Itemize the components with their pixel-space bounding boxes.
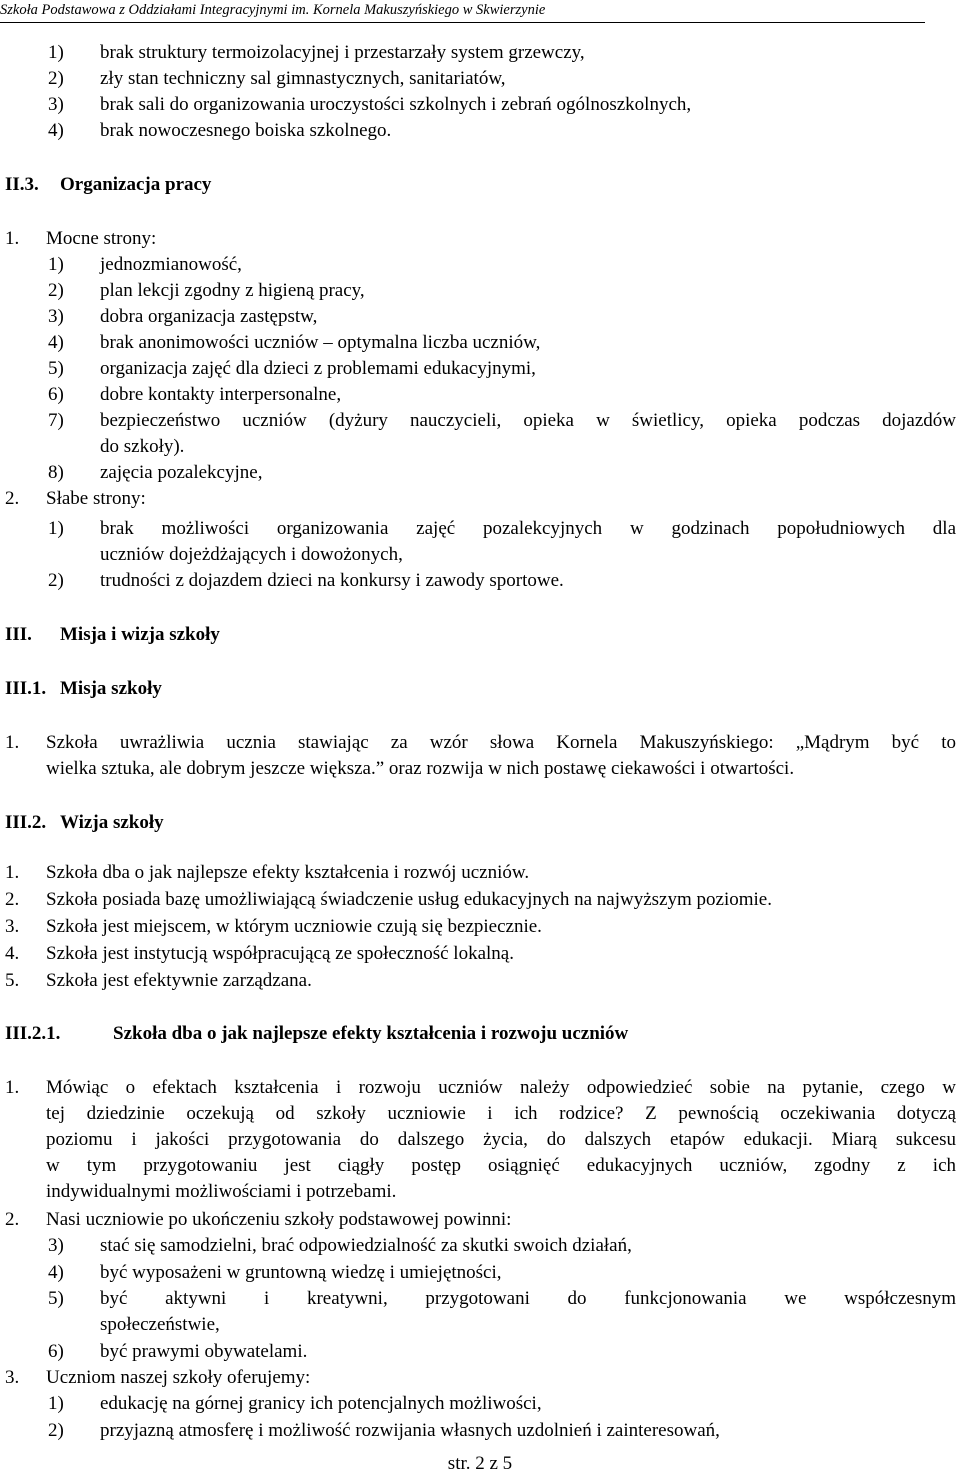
text-line — [0, 941, 960, 967]
text-line — [0, 1075, 960, 1101]
line-text: zajęcia pozalekcyjne, — [100, 462, 263, 483]
text-line — [0, 330, 960, 356]
list-marker: 7) — [48, 410, 64, 431]
text-line — [0, 252, 960, 278]
list-marker: 1. — [5, 1077, 20, 1098]
line-text: Misja szkoły — [60, 678, 162, 699]
line-text: brak możliwości organizowania zajęć pozalekcyjnych w godzinach popołudniowych dla — [100, 518, 956, 539]
list-marker: II.3. — [5, 174, 39, 195]
text-line — [0, 1233, 960, 1259]
page-number: str. 2 z 5 — [447, 1453, 513, 1474]
text-line — [0, 66, 960, 92]
text-line — [0, 460, 960, 486]
list-marker: III.1. — [5, 678, 47, 699]
list-marker: 3) — [48, 94, 64, 115]
line-text: brak nowoczesnego boiska szkolnego. — [100, 120, 392, 141]
text-line — [0, 356, 960, 382]
line-text: Misja i wizja szkoły — [60, 624, 220, 645]
text-line — [0, 1286, 960, 1312]
list-marker: 4. — [5, 943, 20, 964]
line-text: Szkoła dba o jak najlepsze efekty kształcenia i rozwoju uczniów — [113, 1023, 629, 1044]
text-line — [0, 1101, 960, 1127]
list-marker: 3. — [5, 916, 20, 937]
line-text: bezpieczeństwo uczniów (dyżury nauczycieli, opieka w świetlicy, opieka podczas dojazdów — [100, 410, 956, 431]
text-line — [0, 1260, 960, 1286]
text-line — [0, 1365, 960, 1391]
section-heading — [0, 172, 960, 198]
list-marker: 3. — [5, 1367, 20, 1388]
list-marker: 2. — [5, 488, 20, 509]
list-marker: 2) — [48, 280, 64, 301]
text-line — [0, 1339, 960, 1365]
list-marker: 4) — [48, 1262, 64, 1283]
line-text: Szkoła jest instytucją współpracującą ze społeczność lokalną. — [46, 943, 514, 964]
line-text: brak sali do organizowania uroczystości szkolnych i zebrań ogólnoszkolnych, — [100, 94, 692, 115]
line-text: Mocne strony: — [46, 228, 157, 249]
line-text: Szkoła posiada bazę umożliwiającą świadczenie usług edukacyjnych na najwyższym poziomie. — [46, 889, 772, 910]
text-line — [0, 1179, 960, 1205]
list-marker: 6) — [48, 384, 64, 405]
line-text: Wizja szkoły — [60, 812, 164, 833]
text-line — [0, 914, 960, 940]
line-text: być wyposażeni w gruntowną wiedzę i umiejętności, — [100, 1262, 502, 1283]
text-line — [0, 860, 960, 886]
line-text: Szkoła dba o jak najlepsze efekty kształcenia i rozwój uczniów. — [46, 862, 530, 883]
line-text: być prawymi obywatelami. — [100, 1341, 308, 1362]
line-text: uczniów dojeżdżających i dowożonych, — [100, 544, 403, 565]
line-text: poziomu i jakości przygotowania do dalszego życia, do dalszych etapów edukacji. Miarą sukcesu — [46, 1129, 956, 1150]
line-text: Organizacja pracy — [60, 174, 212, 195]
text-line — [0, 40, 960, 66]
line-text: społeczeństwie, — [100, 1314, 220, 1335]
list-marker: III.2. — [5, 812, 47, 833]
text-line — [0, 730, 960, 756]
section-heading — [0, 622, 960, 648]
text-line — [0, 382, 960, 408]
line-text: brak struktury termoizolacyjnej i przestarzały system grzewczy, — [100, 42, 585, 63]
list-marker: 2) — [48, 570, 64, 591]
text-line — [0, 568, 960, 594]
line-text: Uczniom naszej szkoły oferujemy: — [46, 1367, 311, 1388]
list-marker: 1. — [5, 228, 20, 249]
page-header: Szkoła Podstawowa z Oddziałami Integracyjnymi im. Kornela Makuszyńskiego w Skwierzynie — [0, 0, 925, 23]
list-marker: 2) — [48, 1420, 64, 1441]
text-line — [0, 304, 960, 330]
line-text: przyjazną atmosferę i możliwość rozwijania własnych uzdolnień i zainteresowań, — [100, 1420, 720, 1441]
list-marker: 1) — [48, 518, 64, 539]
line-text: indywidualnymi możliwościami i potrzebami. — [46, 1181, 397, 1202]
list-marker: 5. — [5, 970, 20, 991]
text-line — [0, 226, 960, 252]
text-line — [0, 542, 960, 568]
line-text: dobra organizacja zastępstw, — [100, 306, 318, 327]
list-marker: III. — [5, 624, 32, 645]
list-marker: 2. — [5, 1209, 20, 1230]
list-marker: III.2.1. — [5, 1023, 61, 1044]
line-text: wielka sztuka, ale dobrym jeszcze większa.” oraz rozwija w nich postawę ciekawości i otwartości. — [46, 758, 795, 779]
list-marker: 4) — [48, 332, 64, 353]
line-text: trudności z dojazdem dzieci na konkursy i zawody sportowe. — [100, 570, 564, 591]
list-marker: 5) — [48, 358, 64, 379]
text-line — [0, 756, 960, 782]
line-text: być aktywni i kreatywni, przygotowani do funkcjonowania we współczesnym — [100, 1288, 956, 1309]
list-marker: 1) — [48, 254, 64, 275]
text-line — [0, 968, 960, 994]
line-text: w tym przygotowaniu jest ciągły postęp osiągnięć edukacyjnych uczniów, zgodny z ich — [46, 1155, 956, 1176]
line-text: jednozmianowość, — [100, 254, 242, 275]
text-line — [0, 278, 960, 304]
line-text: Nasi uczniowie po ukończeniu szkoły podstawowej powinni: — [46, 1209, 512, 1230]
text-line — [0, 1207, 960, 1233]
line-text: Szkoła uwrażliwia ucznia stawiając za wzór słowa Kornela Makuszyńskiego: „Mądrym być to — [46, 732, 956, 753]
list-marker: 3) — [48, 1235, 64, 1256]
line-text: tej dziedzinie oczekują od szkoły uczniowie i ich rodzice? Z pewnością oczekiwania dotyczą — [46, 1103, 956, 1124]
list-marker: 2. — [5, 889, 20, 910]
line-text: Szkoła jest miejscem, w którym uczniowie czują się bezpiecznie. — [46, 916, 542, 937]
section-heading — [0, 676, 960, 702]
list-marker: 2) — [48, 68, 64, 89]
text-line — [0, 486, 960, 512]
list-marker: 1) — [48, 42, 64, 63]
list-marker: 4) — [48, 120, 64, 141]
list-marker: 8) — [48, 462, 64, 483]
line-text: zły stan techniczny sal gimnastycznych, sanitariatów, — [100, 68, 506, 89]
text-line — [0, 1391, 960, 1417]
text-line — [0, 118, 960, 144]
text-line — [0, 516, 960, 542]
line-text: Mówiąc o efektach kształcenia i rozwoju uczniów należy odpowiedzieć sobie na pytanie, czego w — [46, 1077, 956, 1098]
list-marker: 1) — [48, 1393, 64, 1414]
text-line — [0, 92, 960, 118]
list-marker: 6) — [48, 1341, 64, 1362]
text-line — [0, 1312, 960, 1338]
line-text: Słabe strony: — [46, 488, 146, 509]
list-marker: 5) — [48, 1288, 64, 1309]
line-text: dobre kontakty interpersonalne, — [100, 384, 342, 405]
line-text: do szkoły). — [100, 436, 185, 457]
list-marker: 3) — [48, 306, 64, 327]
line-text: Szkoła jest efektywnie zarządzana. — [46, 970, 312, 991]
line-text: plan lekcji zgodny z higieną pracy, — [100, 280, 365, 301]
line-text: stać się samodzielni, brać odpowiedzialność za skutki swoich działań, — [100, 1235, 632, 1256]
list-marker: 1. — [5, 732, 20, 753]
text-line — [0, 434, 960, 460]
line-text: brak anonimowości uczniów – optymalna liczba uczniów, — [100, 332, 541, 353]
list-marker: 1. — [5, 862, 20, 883]
line-text: organizacja zajęć dla dzieci z problemami edukacyjnymi, — [100, 358, 536, 379]
text-line — [0, 408, 960, 434]
line-text: edukację na górnej granicy ich potencjalnych możliwości, — [100, 1393, 542, 1414]
section-heading — [0, 1021, 960, 1047]
section-heading — [0, 810, 960, 836]
text-line — [0, 1153, 960, 1179]
text-line — [0, 1127, 960, 1153]
text-line — [0, 887, 960, 913]
text-line — [0, 1418, 960, 1444]
